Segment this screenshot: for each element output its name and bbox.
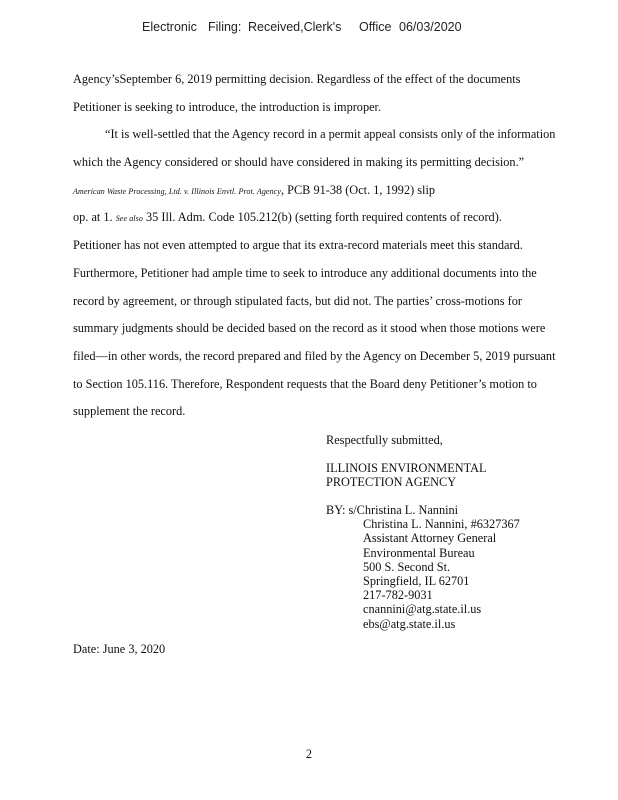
agency-line: PROTECTION AGENCY xyxy=(326,475,457,490)
date-line: Date: June 3, 2020 xyxy=(73,642,166,656)
bureau: Environmental Bureau xyxy=(363,545,475,560)
header-received: Received,Clerk's xyxy=(248,20,342,34)
body-line: Petitioner is seeking to introduce, the introduction is improper. xyxy=(73,99,382,114)
see-also: See also xyxy=(115,214,143,224)
body-line xyxy=(73,208,583,236)
body-line: summary judgments should be decided based on the record as it stood when those motions were xyxy=(73,321,546,336)
body-line: to Section 105.116. Therefore, Respondent requests that the Board deny Petitioner’s motion to xyxy=(73,376,537,391)
agency-block xyxy=(326,461,487,489)
citation-line xyxy=(73,181,583,209)
attorney-name: Christina L. Nannini, #6327367 xyxy=(363,517,520,532)
by-line: BY: s/Christina L. Nannini xyxy=(326,503,459,517)
body-line: Furthermore, Petitioner had ample time to seek to introduce any additional documents into the xyxy=(73,265,537,280)
signature-block xyxy=(326,503,520,631)
body-line: supplement the record. xyxy=(73,404,186,419)
header-electronic: Electronic xyxy=(142,20,197,34)
body-line: “It is well-settled that the Agency record in a permit appeal consists only of the information xyxy=(105,127,556,142)
citation: , PCB 91-38 (Oct. 1, 1992) slip xyxy=(280,182,436,197)
case-name: American Waste Processing, Ltd. v. Illinois Envtl. Prot. Agency xyxy=(73,186,281,196)
email: ebs@atg.state.il.us xyxy=(363,616,456,631)
op-rest: 35 Ill. Adm. Code 105.212(b) (setting forth required contents of record). xyxy=(142,210,502,225)
header-date: 06/03/2020 xyxy=(399,20,462,34)
body-line: record by agreement, or through stipulated facts, but did not. The parties’ cross-motions for xyxy=(73,293,522,308)
body-line: Petitioner has not even attempted to argue that its extra-record materials meet this standard. xyxy=(73,238,523,253)
header-filing: Filing: xyxy=(208,20,242,34)
page-number: 2 xyxy=(305,747,313,761)
body-line: which the Agency considered or should have considered in making its permitting decision.” xyxy=(73,155,525,170)
document-body xyxy=(73,70,583,430)
attorney-title: Assistant Attorney General xyxy=(363,531,497,546)
street: 500 S. Second St. xyxy=(363,559,451,574)
header-office: Office xyxy=(359,20,392,34)
email: cnannini@atg.state.il.us xyxy=(363,602,482,617)
body-line: filed—in other words, the record prepared and filed by the Agency on December 5, 2019 pursuant xyxy=(73,348,556,363)
op-text: op. at 1. xyxy=(73,210,113,225)
agency-line: ILLINOIS ENVIRONMENTAL xyxy=(326,461,487,475)
phone: 217-782-9031 xyxy=(363,588,433,603)
city: Springfield, IL 62701 xyxy=(363,574,470,589)
body-line: Agency’sSeptember 6, 2019 permitting decision. Regardless of the effect of the documents xyxy=(73,72,521,86)
closing: Respectfully submitted, xyxy=(326,433,443,447)
